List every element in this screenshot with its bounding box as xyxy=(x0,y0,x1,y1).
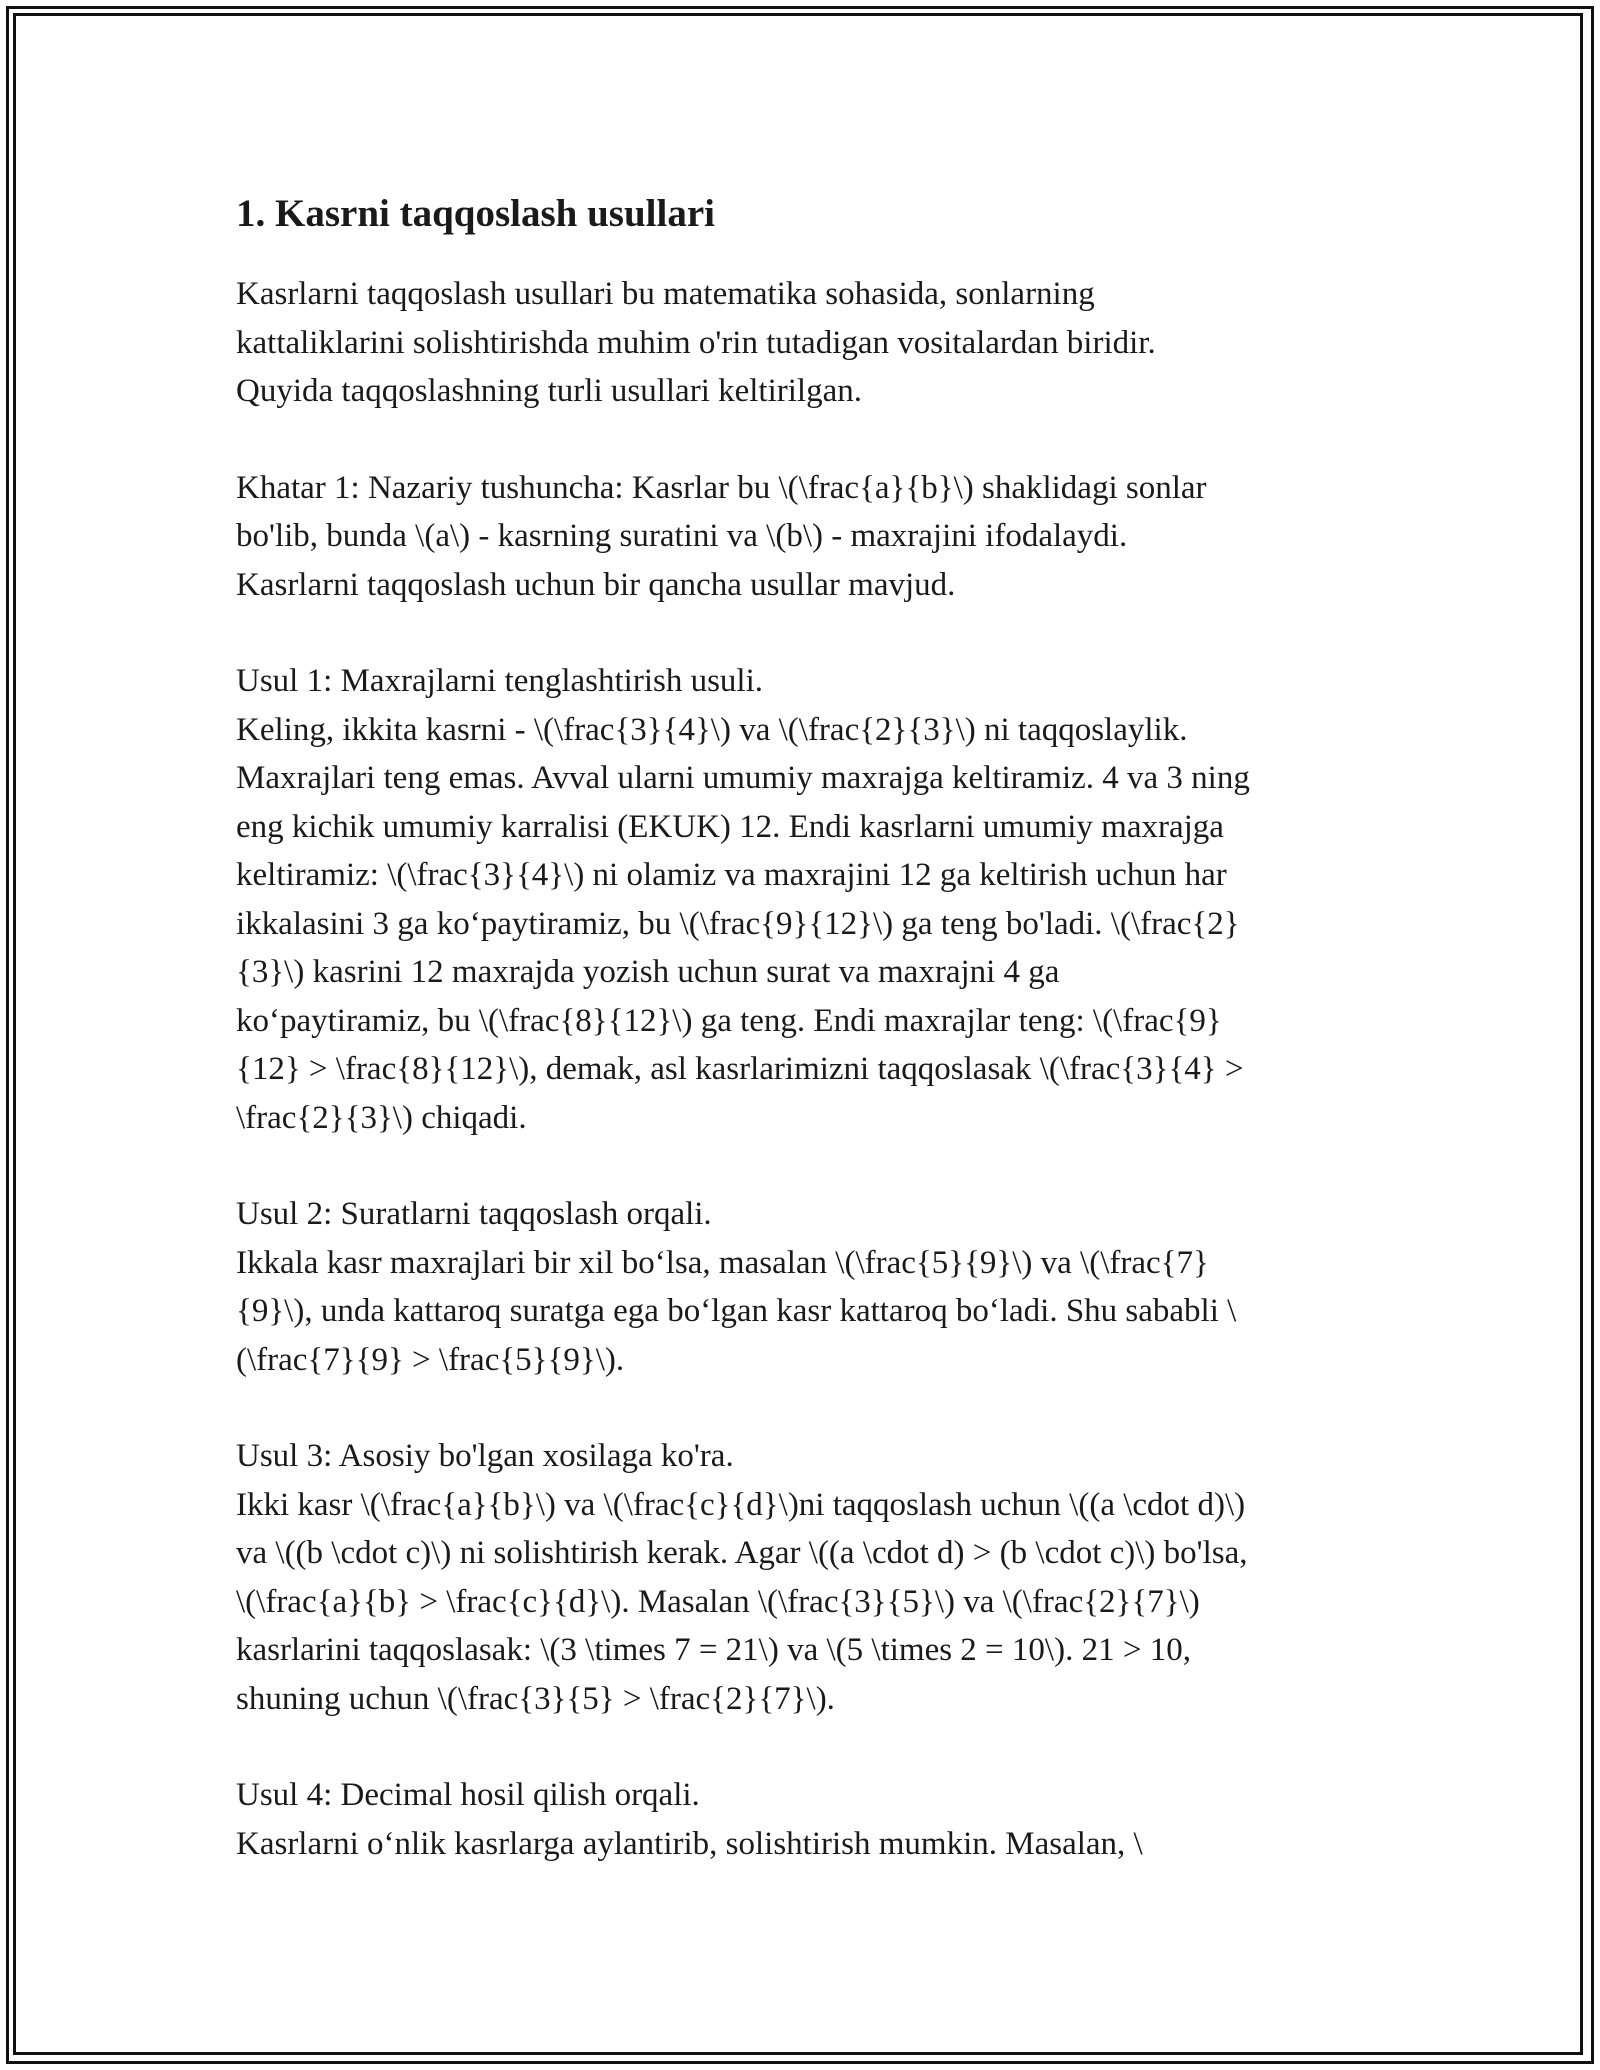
method-3-paragraph: Usul 3: Asosiy bo'lgan xosilaga ko'ra. Ikki kasr \(\frac{a}{b}\) va \(\frac{c}{d}\)ni taqqoslash uchun \((a \cdot d)\) va \((b \cdot c)\) ni solishtirish kerak. Agar \((a \cdot d) > (b \cdot c)\) bo'lsa, \(\frac{a}{b} > \frac{c}{d}\). Masalan \(\frac{3}{5}\) va \(\frac{2}{7}\) kasrlarini taqqoslasak: \(3 \times 7 = 21\) va \(5 \times 2 = 10\). 21 > 10, shuning uchun \(\frac{3}{5} > \frac{2}{7}\). xyxy=(236,1438,1248,1717)
intro-paragraph: Kasrlarni taqqoslash usullari bu matematika sohasida, sonlarning kattaliklarini solishtirishda muhim o'rin tutadigan vositalardan biridir. Quyida taqqoslashning turli usullari keltirilgan. xyxy=(236,276,1156,409)
document-title: 1. Kasrni taqqoslash usullari xyxy=(236,192,715,235)
method-1-paragraph: Usul 1: Maxrajlarni tenglashtirish usuli. Keling, ikkita kasrni - \(\frac{3}{4}\) va \(\frac{2}{3}\) ni taqqoslaylik. Maxrajlari teng emas. Avval ularni umumiy maxrajga keltiramiz. 4 va 3 ning eng kichik umumiy karralisi (EKUK) 12. Endi kasrlarni umumiy maxrajga keltiramiz: \(\frac{3}{4}\) ni olamiz va maxrajini 12 ga keltirish uchun har ikkalasini 3 ga ko‘paytiramiz, bu \(\frac{9}{12}\) ga teng bo'ladi. \(\frac{2} {3}\) kasrini 12 maxrajda yozish uchun surat va maxrajni 4 ga ko‘paytiramiz, bu \(\frac{8}{12}\) ga teng. Endi maxrajlar teng: \(\frac{9} {12} > \frac{8}{12}\), demak, asl kasrlarimizni taqqoslasak \(\frac{3}{4} > \frac{2}{3}\) chiqadi. xyxy=(236,663,1250,1136)
theory-paragraph: Khatar 1: Nazariy tushuncha: Kasrlar bu \(\frac{a}{b}\) shaklidagi sonlar bo'lib, bunda \(a\) - kasrning suratini va \(b\) - maxrajini ifodalaydi. Kasrlarni taqqoslash uchun bir qancha usullar mavjud. xyxy=(236,469,1207,603)
document-page xyxy=(236,186,1376,1916)
method-4-paragraph: Usul 4: Decimal hosil qilish orqali. Kasrlarni o‘nlik kasrlarga aylantirib, solishtirish mumkin. Masalan, \ xyxy=(236,1777,1143,1862)
method-2-paragraph: Usul 2: Suratlarni taqqoslash orqali. Ikkala kasr maxrajlari bir xil bo‘lsa, masalan \(\frac{5}{9}\) va \(\frac{7} {9}\), unda kattaroq suratga ega bo‘lgan kasr kattaroq bo‘ladi. Shu sababli \ (\frac{7}{9} > \frac{5}{9}\). xyxy=(236,1196,1237,1378)
